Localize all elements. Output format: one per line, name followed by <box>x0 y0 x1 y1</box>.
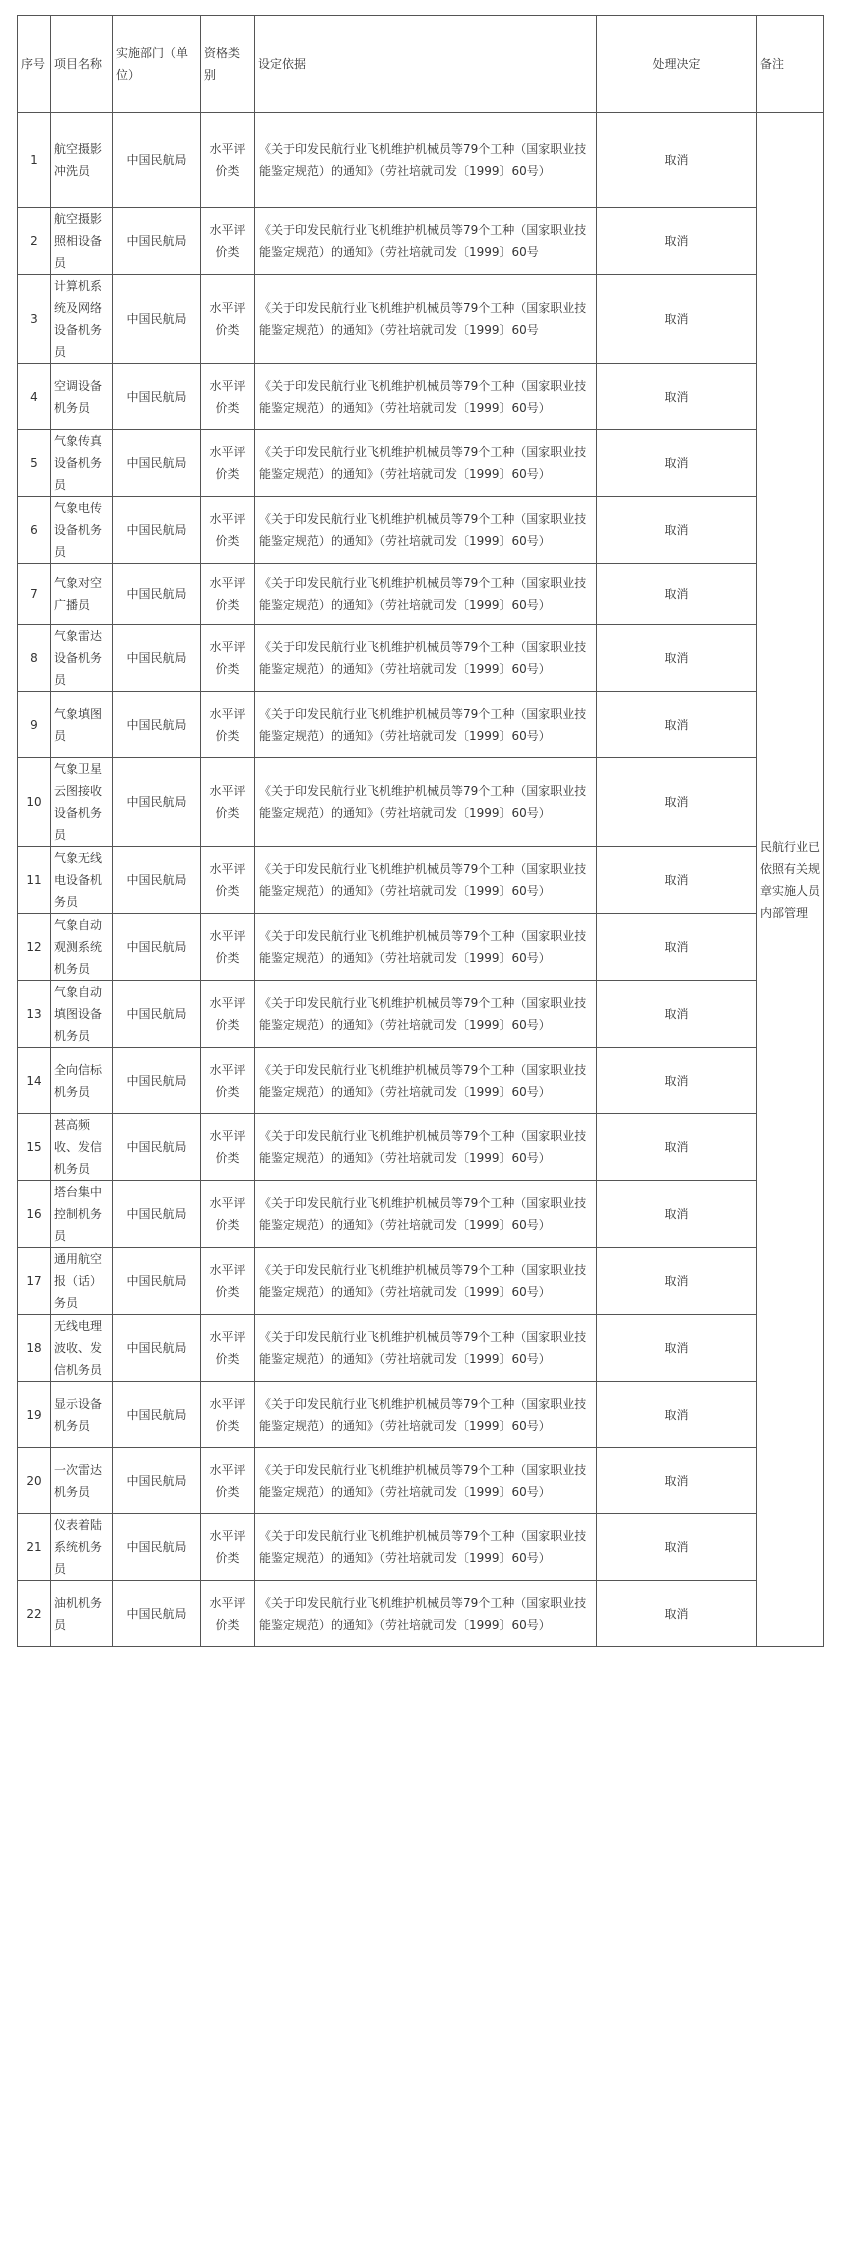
row-decision: 取消 <box>597 364 757 430</box>
row-seq: 10 <box>18 758 51 847</box>
table-row <box>18 497 824 564</box>
row-basis: 《关于印发民航行业飞机维护机械员等79个工种（国家职业技能鉴定规范）的通知》（劳社培就司发〔1999〕60号） <box>255 1382 597 1448</box>
row-basis: 《关于印发民航行业飞机维护机械员等79个工种（国家职业技能鉴定规范）的通知》（劳社培就司发〔1999〕60号） <box>255 692 597 758</box>
row-basis: 《关于印发民航行业飞机维护机械员等79个工种（国家职业技能鉴定规范）的通知》（劳社培就司发〔1999〕60号） <box>255 1048 597 1114</box>
row-qual: 水平评价类 <box>201 625 255 692</box>
row-name: 气象填图员 <box>51 692 113 758</box>
row-seq: 8 <box>18 625 51 692</box>
table-row <box>18 208 824 275</box>
table-row <box>18 113 824 208</box>
table-row <box>18 758 824 847</box>
header-seq: 序号 <box>18 16 51 113</box>
row-basis: 《关于印发民航行业飞机维护机械员等79个工种（国家职业技能鉴定规范）的通知》（劳社培就司发〔1999〕60号） <box>255 1248 597 1315</box>
header-decision: 处理决定 <box>597 16 757 113</box>
row-dept: 中国民航局 <box>113 497 201 564</box>
row-decision: 取消 <box>597 113 757 208</box>
row-seq: 4 <box>18 364 51 430</box>
row-dept: 中国民航局 <box>113 113 201 208</box>
row-decision: 取消 <box>597 1382 757 1448</box>
row-basis: 《关于印发民航行业飞机维护机械员等79个工种（国家职业技能鉴定规范）的通知》（劳社培就司发〔1999〕60号） <box>255 497 597 564</box>
table-row <box>18 1514 824 1581</box>
header-note: 备注 <box>757 16 824 113</box>
row-decision: 取消 <box>597 1315 757 1382</box>
row-basis: 《关于印发民航行业飞机维护机械员等79个工种（国家职业技能鉴定规范）的通知》（劳社培就司发〔1999〕60号） <box>255 1181 597 1248</box>
row-decision: 取消 <box>597 981 757 1048</box>
row-qual: 水平评价类 <box>201 981 255 1048</box>
row-qual: 水平评价类 <box>201 564 255 625</box>
row-name: 气象传真设备机务员 <box>51 430 113 497</box>
header-qual: 资格类别 <box>201 16 255 113</box>
row-dept: 中国民航局 <box>113 1514 201 1581</box>
table-row <box>18 1048 824 1114</box>
table-row <box>18 914 824 981</box>
row-basis: 《关于印发民航行业飞机维护机械员等79个工种（国家职业技能鉴定规范）的通知》（劳社培就司发〔1999〕60号） <box>255 758 597 847</box>
row-seq: 15 <box>18 1114 51 1181</box>
row-dept: 中国民航局 <box>113 1581 201 1647</box>
row-qual: 水平评价类 <box>201 1315 255 1382</box>
row-seq: 21 <box>18 1514 51 1581</box>
qualification-table <box>17 15 824 1647</box>
row-basis: 《关于印发民航行业飞机维护机械员等79个工种（国家职业技能鉴定规范）的通知》（劳社培就司发〔1999〕60号） <box>255 1448 597 1514</box>
row-decision: 取消 <box>597 625 757 692</box>
row-seq: 20 <box>18 1448 51 1514</box>
row-name: 航空摄影照相设备员 <box>51 208 113 275</box>
row-decision: 取消 <box>597 914 757 981</box>
row-name: 显示设备机务员 <box>51 1382 113 1448</box>
row-dept: 中国民航局 <box>113 758 201 847</box>
row-name: 气象雷达设备机务员 <box>51 625 113 692</box>
row-qual: 水平评价类 <box>201 497 255 564</box>
row-decision: 取消 <box>597 1114 757 1181</box>
table-row <box>18 625 824 692</box>
row-seq: 1 <box>18 113 51 208</box>
row-note: 民航行业已依照有关规章实施人员内部管理 <box>757 113 824 1647</box>
row-qual: 水平评价类 <box>201 364 255 430</box>
row-qual: 水平评价类 <box>201 275 255 364</box>
row-seq: 19 <box>18 1382 51 1448</box>
row-name: 气象对空广播员 <box>51 564 113 625</box>
table-row <box>18 430 824 497</box>
row-dept: 中国民航局 <box>113 981 201 1048</box>
row-decision: 取消 <box>597 430 757 497</box>
row-dept: 中国民航局 <box>113 1248 201 1315</box>
row-dept: 中国民航局 <box>113 364 201 430</box>
table-row <box>18 981 824 1048</box>
row-qual: 水平评价类 <box>201 1248 255 1315</box>
row-name: 气象卫星云图接收设备机务员 <box>51 758 113 847</box>
row-qual: 水平评价类 <box>201 914 255 981</box>
row-basis: 《关于印发民航行业飞机维护机械员等79个工种（国家职业技能鉴定规范）的通知》（劳社培就司发〔1999〕60号） <box>255 564 597 625</box>
table-header-row <box>18 16 824 113</box>
row-basis: 《关于印发民航行业飞机维护机械员等79个工种（国家职业技能鉴定规范）的通知》（劳社培就司发〔1999〕60号） <box>255 914 597 981</box>
row-name: 油机机务员 <box>51 1581 113 1647</box>
header-name: 项目名称 <box>51 16 113 113</box>
row-seq: 6 <box>18 497 51 564</box>
table-row <box>18 1181 824 1248</box>
table-body <box>18 113 824 1647</box>
row-name: 气象自动填图设备机务员 <box>51 981 113 1048</box>
row-name: 通用航空报（话）务员 <box>51 1248 113 1315</box>
row-name: 一次雷达机务员 <box>51 1448 113 1514</box>
row-qual: 水平评价类 <box>201 1114 255 1181</box>
table-row <box>18 364 824 430</box>
row-qual: 水平评价类 <box>201 847 255 914</box>
row-seq: 16 <box>18 1181 51 1248</box>
row-decision: 取消 <box>597 692 757 758</box>
row-decision: 取消 <box>597 847 757 914</box>
row-seq: 12 <box>18 914 51 981</box>
row-qual: 水平评价类 <box>201 1581 255 1647</box>
row-dept: 中国民航局 <box>113 692 201 758</box>
row-basis: 《关于印发民航行业飞机维护机械员等79个工种（国家职业技能鉴定规范）的通知》（劳社培就司发〔1999〕60号） <box>255 1514 597 1581</box>
row-dept: 中国民航局 <box>113 847 201 914</box>
row-basis: 《关于印发民航行业飞机维护机械员等79个工种（国家职业技能鉴定规范）的通知》（劳社培就司发〔1999〕60号） <box>255 430 597 497</box>
row-basis: 《关于印发民航行业飞机维护机械员等79个工种（国家职业技能鉴定规范）的通知》（劳社培就司发〔1999〕60号） <box>255 1315 597 1382</box>
row-qual: 水平评价类 <box>201 208 255 275</box>
row-seq: 2 <box>18 208 51 275</box>
row-decision: 取消 <box>597 497 757 564</box>
row-name: 计算机系统及网络设备机务员 <box>51 275 113 364</box>
table-row <box>18 1315 824 1382</box>
row-dept: 中国民航局 <box>113 914 201 981</box>
row-name: 甚高频收、发信机务员 <box>51 1114 113 1181</box>
row-seq: 7 <box>18 564 51 625</box>
table-row <box>18 1581 824 1647</box>
row-seq: 5 <box>18 430 51 497</box>
row-qual: 水平评价类 <box>201 1048 255 1114</box>
row-seq: 14 <box>18 1048 51 1114</box>
row-dept: 中国民航局 <box>113 564 201 625</box>
table-row <box>18 564 824 625</box>
table-row <box>18 692 824 758</box>
row-decision: 取消 <box>597 758 757 847</box>
row-basis: 《关于印发民航行业飞机维护机械员等79个工种（国家职业技能鉴定规范）的通知》（劳社培就司发〔1999〕60号） <box>255 625 597 692</box>
row-decision: 取消 <box>597 1448 757 1514</box>
row-decision: 取消 <box>597 1514 757 1581</box>
table-row <box>18 847 824 914</box>
row-seq: 13 <box>18 981 51 1048</box>
row-basis: 《关于印发民航行业飞机维护机械员等79个工种（国家职业技能鉴定规范）的通知》（劳社培就司发〔1999〕60号） <box>255 847 597 914</box>
row-seq: 22 <box>18 1581 51 1647</box>
row-name: 航空摄影冲洗员 <box>51 113 113 208</box>
row-dept: 中国民航局 <box>113 1382 201 1448</box>
row-seq: 18 <box>18 1315 51 1382</box>
table-row <box>18 275 824 364</box>
row-dept: 中国民航局 <box>113 1114 201 1181</box>
row-dept: 中国民航局 <box>113 625 201 692</box>
row-decision: 取消 <box>597 1248 757 1315</box>
row-dept: 中国民航局 <box>113 275 201 364</box>
row-decision: 取消 <box>597 208 757 275</box>
row-dept: 中国民航局 <box>113 208 201 275</box>
row-basis: 《关于印发民航行业飞机维护机械员等79个工种（国家职业技能鉴定规范）的通知》（劳社培就司发〔1999〕60号） <box>255 364 597 430</box>
row-qual: 水平评价类 <box>201 692 255 758</box>
table-row <box>18 1248 824 1315</box>
table-row <box>18 1448 824 1514</box>
row-name: 气象电传设备机务员 <box>51 497 113 564</box>
row-qual: 水平评价类 <box>201 1514 255 1581</box>
row-seq: 11 <box>18 847 51 914</box>
row-qual: 水平评价类 <box>201 1382 255 1448</box>
table-row <box>18 1114 824 1181</box>
row-name: 仪表着陆系统机务员 <box>51 1514 113 1581</box>
row-basis: 《关于印发民航行业飞机维护机械员等79个工种（国家职业技能鉴定规范）的通知》（劳社培就司发〔1999〕60号 <box>255 275 597 364</box>
row-basis: 《关于印发民航行业飞机维护机械员等79个工种（国家职业技能鉴定规范）的通知》（劳社培就司发〔1999〕60号） <box>255 1581 597 1647</box>
row-dept: 中国民航局 <box>113 1181 201 1248</box>
row-basis: 《关于印发民航行业飞机维护机械员等79个工种（国家职业技能鉴定规范）的通知》（劳社培就司发〔1999〕60号） <box>255 981 597 1048</box>
row-name: 塔台集中控制机务员 <box>51 1181 113 1248</box>
row-dept: 中国民航局 <box>113 1048 201 1114</box>
row-basis: 《关于印发民航行业飞机维护机械员等79个工种（国家职业技能鉴定规范）的通知》（劳社培就司发〔1999〕60号） <box>255 113 597 208</box>
row-seq: 17 <box>18 1248 51 1315</box>
row-qual: 水平评价类 <box>201 113 255 208</box>
table-row <box>18 1382 824 1448</box>
row-qual: 水平评价类 <box>201 1448 255 1514</box>
header-dept: 实施部门（单位） <box>113 16 201 113</box>
row-decision: 取消 <box>597 275 757 364</box>
row-seq: 3 <box>18 275 51 364</box>
row-decision: 取消 <box>597 1181 757 1248</box>
row-decision: 取消 <box>597 1048 757 1114</box>
row-name: 无线电理波收、发信机务员 <box>51 1315 113 1382</box>
row-dept: 中国民航局 <box>113 430 201 497</box>
row-dept: 中国民航局 <box>113 1448 201 1514</box>
row-qual: 水平评价类 <box>201 430 255 497</box>
row-qual: 水平评价类 <box>201 758 255 847</box>
header-basis: 设定依据 <box>255 16 597 113</box>
row-dept: 中国民航局 <box>113 1315 201 1382</box>
row-qual: 水平评价类 <box>201 1181 255 1248</box>
row-name: 全向信标机务员 <box>51 1048 113 1114</box>
row-decision: 取消 <box>597 564 757 625</box>
row-seq: 9 <box>18 692 51 758</box>
row-decision: 取消 <box>597 1581 757 1647</box>
row-name: 气象无线电设备机务员 <box>51 847 113 914</box>
row-basis: 《关于印发民航行业飞机维护机械员等79个工种（国家职业技能鉴定规范）的通知》（劳社培就司发〔1999〕60号） <box>255 1114 597 1181</box>
row-basis: 《关于印发民航行业飞机维护机械员等79个工种（国家职业技能鉴定规范）的通知》（劳社培就司发〔1999〕60号 <box>255 208 597 275</box>
row-name: 空调设备机务员 <box>51 364 113 430</box>
row-name: 气象自动观测系统机务员 <box>51 914 113 981</box>
